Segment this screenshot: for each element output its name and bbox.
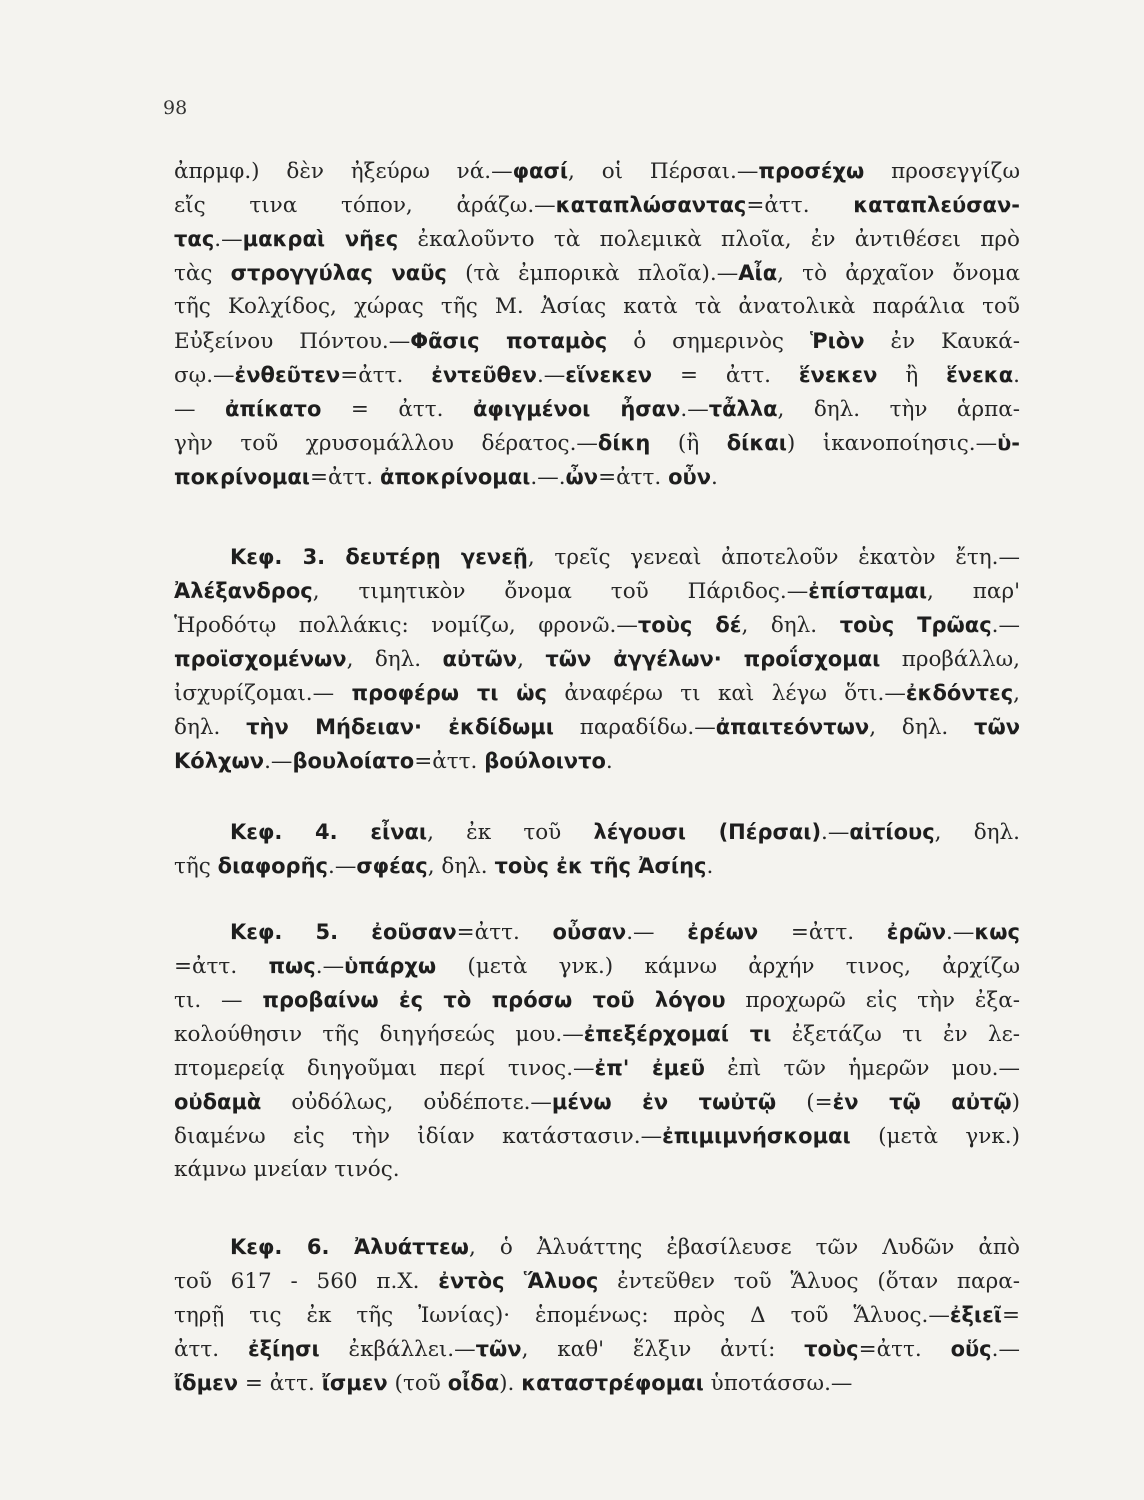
text-line: ποκρίνομαι=ἀττ. ἀποκρίνομαι.—.ὦν=ἀττ. οὖν. <box>174 465 718 490</box>
text-line: =ἀττ. πως.—ὑπάρχω (μετὰ γνκ.) κάμνω ἀρχήν τινος, ἀρχίζω <box>174 954 1020 979</box>
text-line: διαμένω εἰς τὴν ἰδίαν κατάστασιν.—ἐπιμιμνήσκομαι (μετὰ γνκ.) <box>174 1124 1020 1149</box>
text-line: εἴς τινα τόπον, ἀράζω.—καταπλώσαντας=ἀττ. καταπλεύσαν- <box>174 193 1020 218</box>
text-line: Κόλχων.—βουλοίατο=ἀττ. βούλοιντο. <box>174 749 613 774</box>
text-line: ἴδμεν = ἀττ. ἴσμεν (τοῦ οἶδα). καταστρέφομαι ὑποτάσσω.— <box>174 1371 853 1396</box>
text-line: κολούθησιν τῆς διηγήσεώς μου.—ἐπεξέρχομαί τι ἐξετάζω τι ἐν λε- <box>174 1022 1020 1047</box>
chapter-3-notes <box>174 540 1020 778</box>
text-line: κάμνω μνείαν τινός. <box>174 1157 400 1182</box>
text-line: Κεφ. 5. ἐοῦσαν=ἀττ. οὖσαν.— ἐρέων =ἀττ. ἐρῶν.—κως <box>230 920 1020 945</box>
text-line: Κεφ. 3. δευτέρῃ γενεῇ, τρεῖς γενεαὶ ἀποτελοῦν ἑκατὸν ἔτη.— <box>230 545 1020 570</box>
text-line: οὐδαμὰ οὐδόλως, οὐδέποτε.—μένω ἐν τωὐτῷ (=ἐν τῷ αὐτῷ) <box>174 1090 1020 1115</box>
text-line: Εὐξείνου Πόντου.—Φᾶσις ποταμὸς ὁ σημερινὸς Ῥιὸν ἐν Καυκά- <box>174 329 1020 354</box>
text-line: προϊσχομένων, δηλ. αὐτῶν, τῶν ἀγγέλων· προΐσχομαι προβάλλω, <box>174 647 1020 672</box>
page-number: 98 <box>163 97 188 119</box>
text-line: τοῦ 617 - 560 π.Χ. ἐντὸς Ἅλυος ἐντεῦθεν τοῦ Ἅλυος (ὅταν παρα- <box>174 1269 1020 1294</box>
text-line: — ἀπίκατο = ἀττ. ἀφιγμένοι ἦσαν.—τἆλλα, δηλ. τὴν ἁρπα- <box>174 397 1020 422</box>
chapter-6-notes <box>174 1230 1020 1400</box>
text-line: τὰς στρογγύλας ναῦς (τὰ ἐμπορικὰ πλοῖα).—Αἶα, τὸ ἀρχαῖον ὄνομα <box>174 261 1020 286</box>
text-line: τι. — προβαίνω ἐς τὸ πρόσω τοῦ λόγου προχωρῶ εἰς τὴν ἐξα- <box>174 988 1020 1013</box>
text-line: τας.—μακραὶ νῆες ἐκαλοῦντο τὰ πολεμικὰ πλοῖα, ἐν ἀντιθέσει πρὸ <box>174 227 1020 252</box>
text-line: πτομερείᾳ διηγοῦμαι περί τινος.—ἐπ' ἐμεῦ ἐπὶ τῶν ἡμερῶν μου.— <box>174 1056 1020 1081</box>
text-line: Κεφ. 4. εἶναι, ἐκ τοῦ λέγουσι (Πέρσαι).—αἰτίους, δηλ. <box>230 820 1020 845</box>
commentary-intro <box>174 154 1020 494</box>
text-line: γὴν τοῦ χρυσομάλλου δέρατος.—δίκη (ἢ δίκαι) ἱκανοποίησις.—ὑ- <box>174 431 1020 456</box>
text-line: Κεφ. 6. Ἀλυάττεω, ὁ Ἀλυάττης ἐβασίλευσε τῶν Λυδῶν ἀπὸ <box>230 1235 1020 1260</box>
text-line: δηλ. τὴν Μήδειαν· ἐκδίδωμι παραδίδω.—ἀπαιτεόντων, δηλ. τῶν <box>174 715 1020 740</box>
text-line: τηρῇ τις ἐκ τῆς Ἰωνίας)· ἑπομένως: πρὸς Δ τοῦ Ἅλυος.—ἐξιεῖ= <box>174 1303 1020 1328</box>
text-line: τῆς διαφορῆς.—σφέας, δηλ. τοὺς ἐκ τῆς Ἀσίης. <box>174 854 714 879</box>
chapter-5-notes <box>174 915 1020 1187</box>
text-line: ἀπρμφ.) δὲν ἠξεύρω νά.—φασί, οἱ Πέρσαι.—προσέχω προσεγγίζω <box>174 159 1020 184</box>
text-line: Ἡροδότῳ πολλάκις: νομίζω, φρονῶ.—τοὺς δέ, δηλ. τοὺς Τρῶας.— <box>174 613 1020 638</box>
chapter-4-notes <box>174 815 1020 883</box>
text-line: σῳ.—ἐνθεῦτεν=ἀττ. ἐντεῦθεν.—εἵνεκεν = ἀττ. ἕνεκεν ἢ ἕνεκα. <box>174 363 1020 388</box>
text-line: ἰσχυρίζομαι.— προφέρω τι ὡς ἀναφέρω τι καὶ λέγω ὅτι.—ἐκδόντες, <box>174 681 1020 706</box>
text-line: Ἀλέξανδρος, τιμητικὸν ὄνομα τοῦ Πάριδος.—ἐπίσταμαι, παρ' <box>174 579 1020 604</box>
text-line: ἀττ. ἐξίησι ἐκβάλλει.—τῶν, καθ' ἕλξιν ἀντί: τοὺς=ἀττ. οὕς.— <box>174 1337 1020 1362</box>
text-line: τῆς Κολχίδος, χώρας τῆς Μ. Ἀσίας κατὰ τὰ ἀνατολικὰ παράλια τοῦ <box>174 294 1020 319</box>
